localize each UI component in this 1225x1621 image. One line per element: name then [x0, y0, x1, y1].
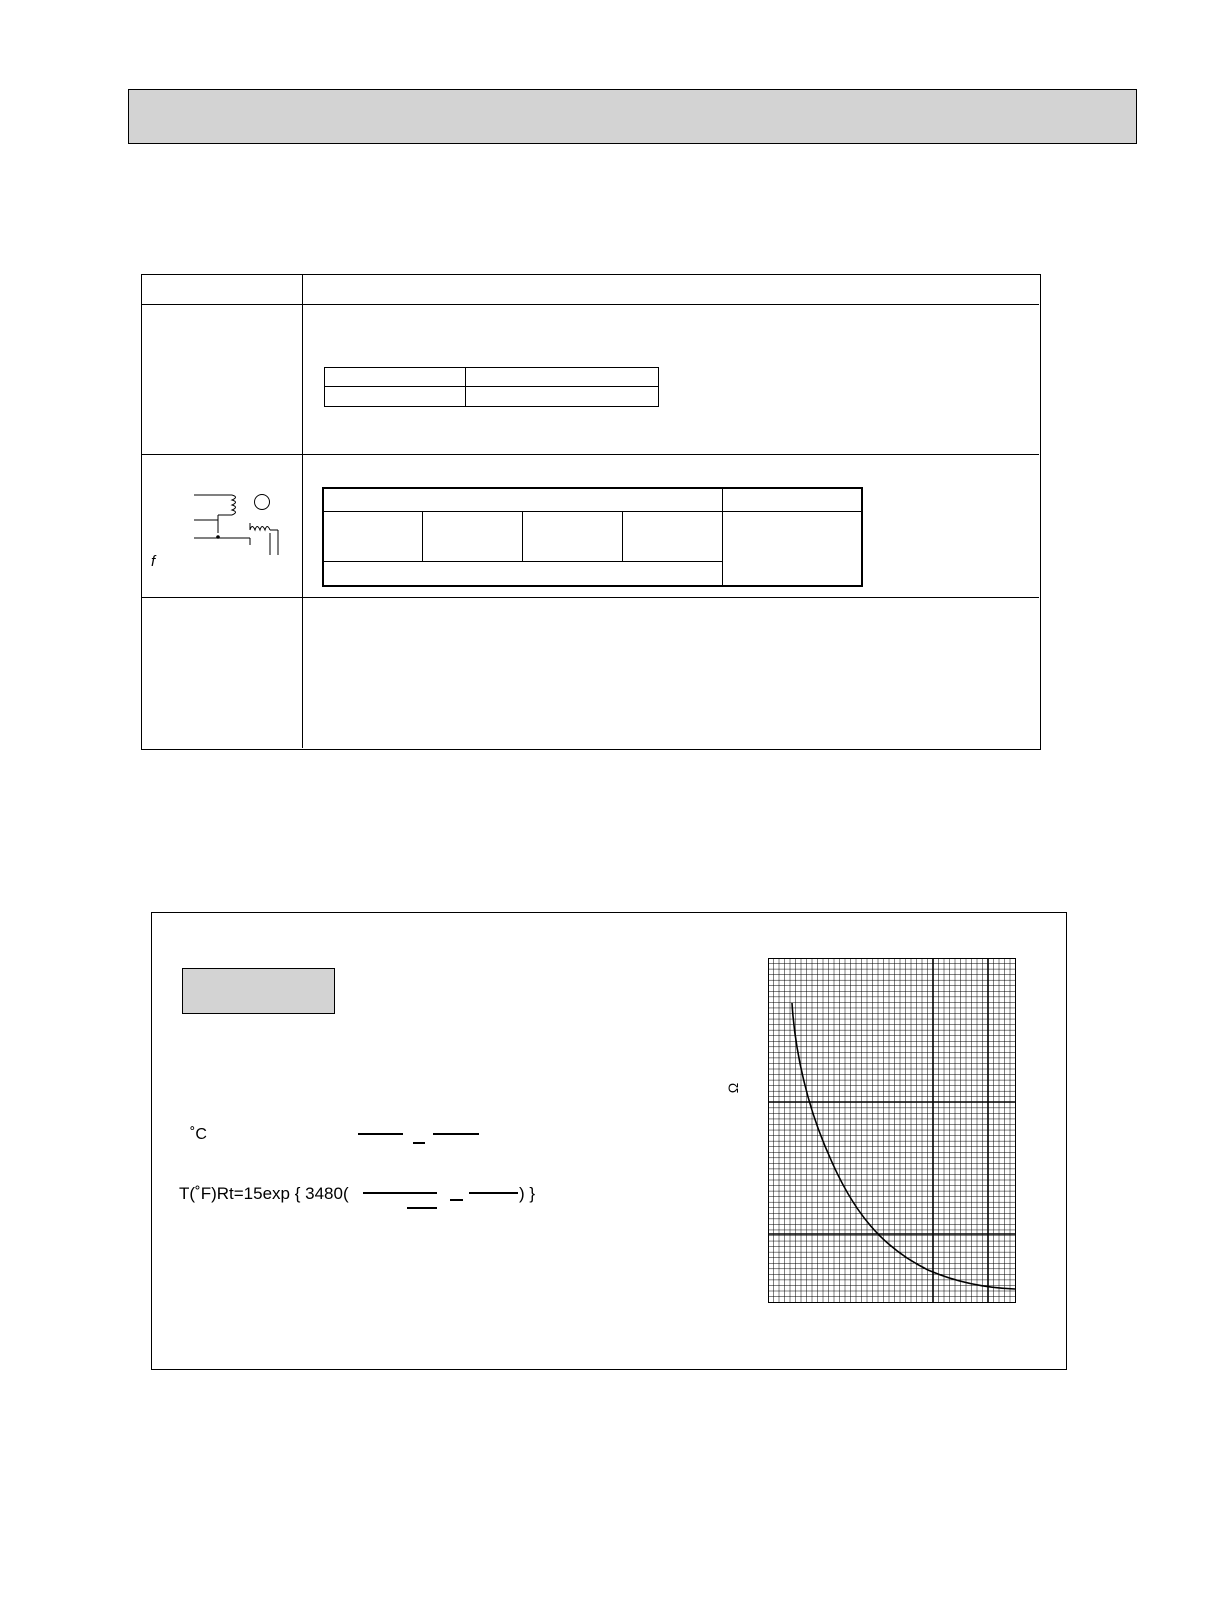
table-row-divider [142, 454, 1039, 455]
celsius-unit: ˚C [190, 1126, 207, 1143]
spec-table [141, 274, 1041, 750]
table-column-divider [302, 275, 303, 748]
table-row-divider [142, 597, 1039, 598]
coil-symbol-icon [146, 485, 286, 575]
resistance-curve [792, 1003, 1015, 1289]
formula-close: ) } [519, 1184, 536, 1203]
coil-mark: f [151, 553, 156, 570]
thermistor-label-box [182, 968, 335, 1014]
inner-spec-table [324, 367, 659, 407]
resistance-axis-label: Ω [725, 1082, 742, 1094]
section-header-bar [128, 89, 1137, 144]
table-header-divider [142, 304, 1039, 305]
fahrenheit-formula: T(˚F)Rt=15exp { 3480( [179, 1184, 349, 1203]
coil-resistance-table [322, 487, 863, 587]
thermistor-curve-graph [768, 958, 1020, 1306]
